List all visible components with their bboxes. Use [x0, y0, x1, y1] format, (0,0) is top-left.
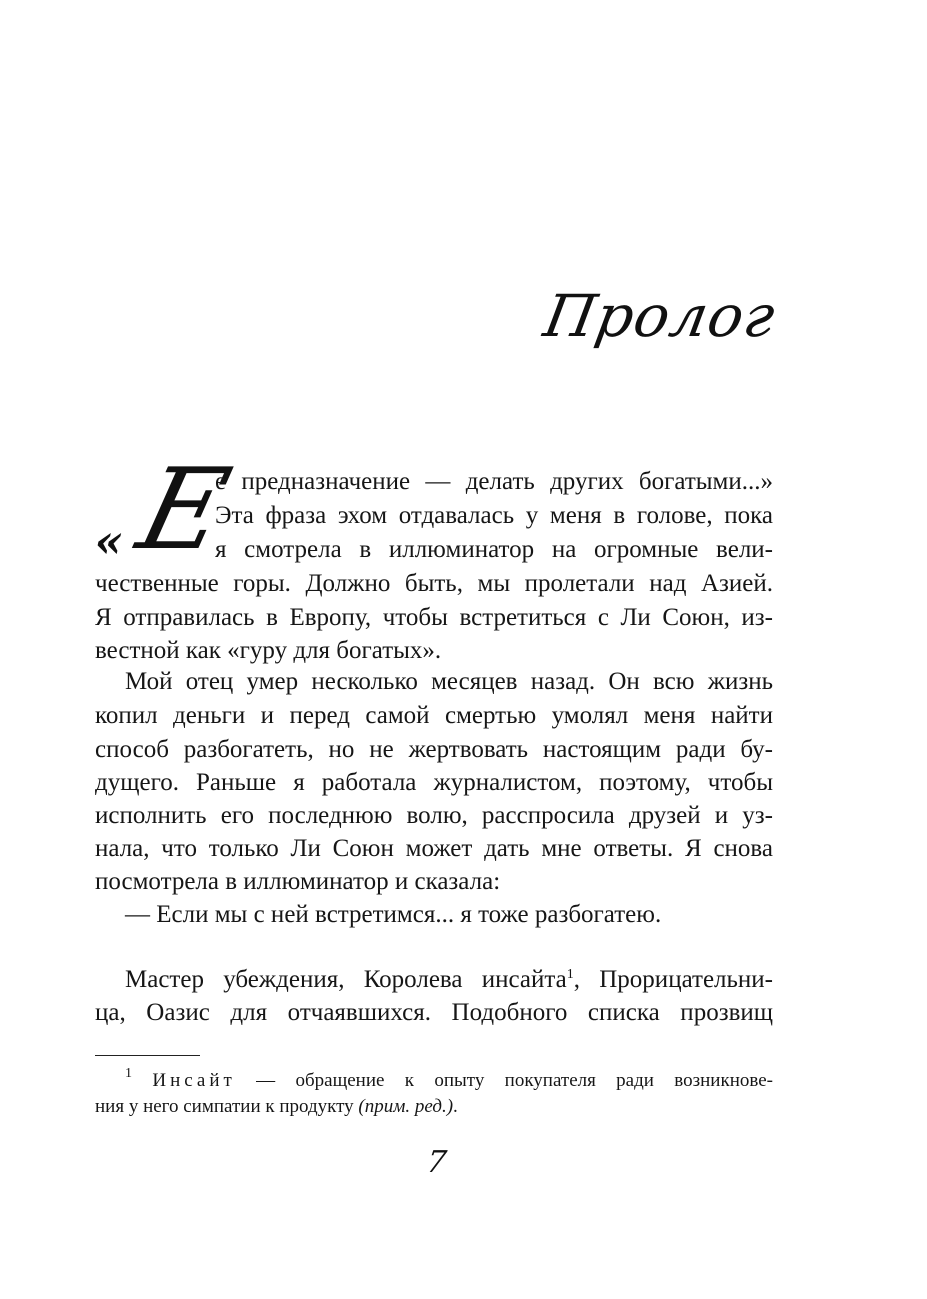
paragraph-1-line-5: Я отправилась в Европу, чтобы встретиться с Ли Союн, из- — [95, 604, 773, 631]
paragraph-4-text-after-ref: , Прорицательни- — [573, 966, 774, 993]
footnote-definition-start: — обращение к опыту покупателя ради возникнове- — [235, 1070, 773, 1091]
drop-cap-quote-mark: « — [89, 514, 130, 568]
paragraph-2-line-2: копил деньги и перед самой смертью умолял меня найти — [95, 702, 773, 729]
paragraph-1-line-4: чественные горы. Должно быть, мы пролетали над Азией. — [95, 570, 773, 597]
paragraph-4-line-1 — [125, 963, 773, 996]
footnote-line-2 — [95, 1094, 458, 1120]
paragraph-2-line-6: нала, что только Ли Союн может дать мне ответы. Я снова — [95, 835, 773, 862]
footnote-definition-end: ния у него симпатии к продукту — [95, 1096, 359, 1117]
paragraph-3-dialogue-line: — Если мы с ней встретимся... я тоже разбогатею. — [125, 901, 662, 928]
paragraph-2-line-1: Мой отец умер несколько месяцев назад. Он всю жизнь — [125, 668, 773, 695]
footnote-divider — [95, 1055, 200, 1056]
paragraph-2-line-7: посмотрела в иллюминатор и сказала: — [95, 868, 501, 895]
footnote-number: 1 — [125, 1066, 132, 1081]
paragraph-2-line-5: исполнить его последнюю волю, расспросила друзей и уз- — [95, 802, 773, 829]
paragraph-1-line-2: Эта фраза эхом отдавалась у меня в голове, пока — [215, 502, 773, 529]
footnote-line-1 — [125, 1068, 773, 1094]
paragraph-2-line-3: способ разбогатеть, но не жертвовать настоящим ради бу- — [95, 736, 773, 763]
footnote-period: . — [453, 1096, 458, 1117]
drop-cap-letter: Е — [126, 445, 241, 575]
paragraph-1-line-3: я смотрела в иллюминатор на огромные вели- — [215, 536, 773, 563]
paragraph-4-line-2: ца, Оазис для отчаявшихся. Подобного списка прозвищ — [95, 999, 773, 1026]
paragraph-1-line-6: вестной как «гуру для богатых». — [95, 637, 442, 664]
footnote-reference: 1 — [566, 967, 574, 982]
page-number: 7 — [424, 1145, 449, 1180]
paragraph-2-line-4: дущего. Раньше я работала журналистом, поэтому, чтобы — [95, 769, 773, 796]
paragraph-1-line-1: е предназначение — делать других богатыми...» — [215, 468, 773, 495]
drop-cap — [89, 445, 241, 575]
footnote-term: Инсайт — [152, 1070, 236, 1091]
chapter-title: Пролог — [539, 282, 781, 350]
footnote-editor-note: (прим. ред.) — [358, 1096, 454, 1117]
paragraph-4-text-before-ref: Мастер убеждения, Королева инсайта — [125, 966, 567, 993]
